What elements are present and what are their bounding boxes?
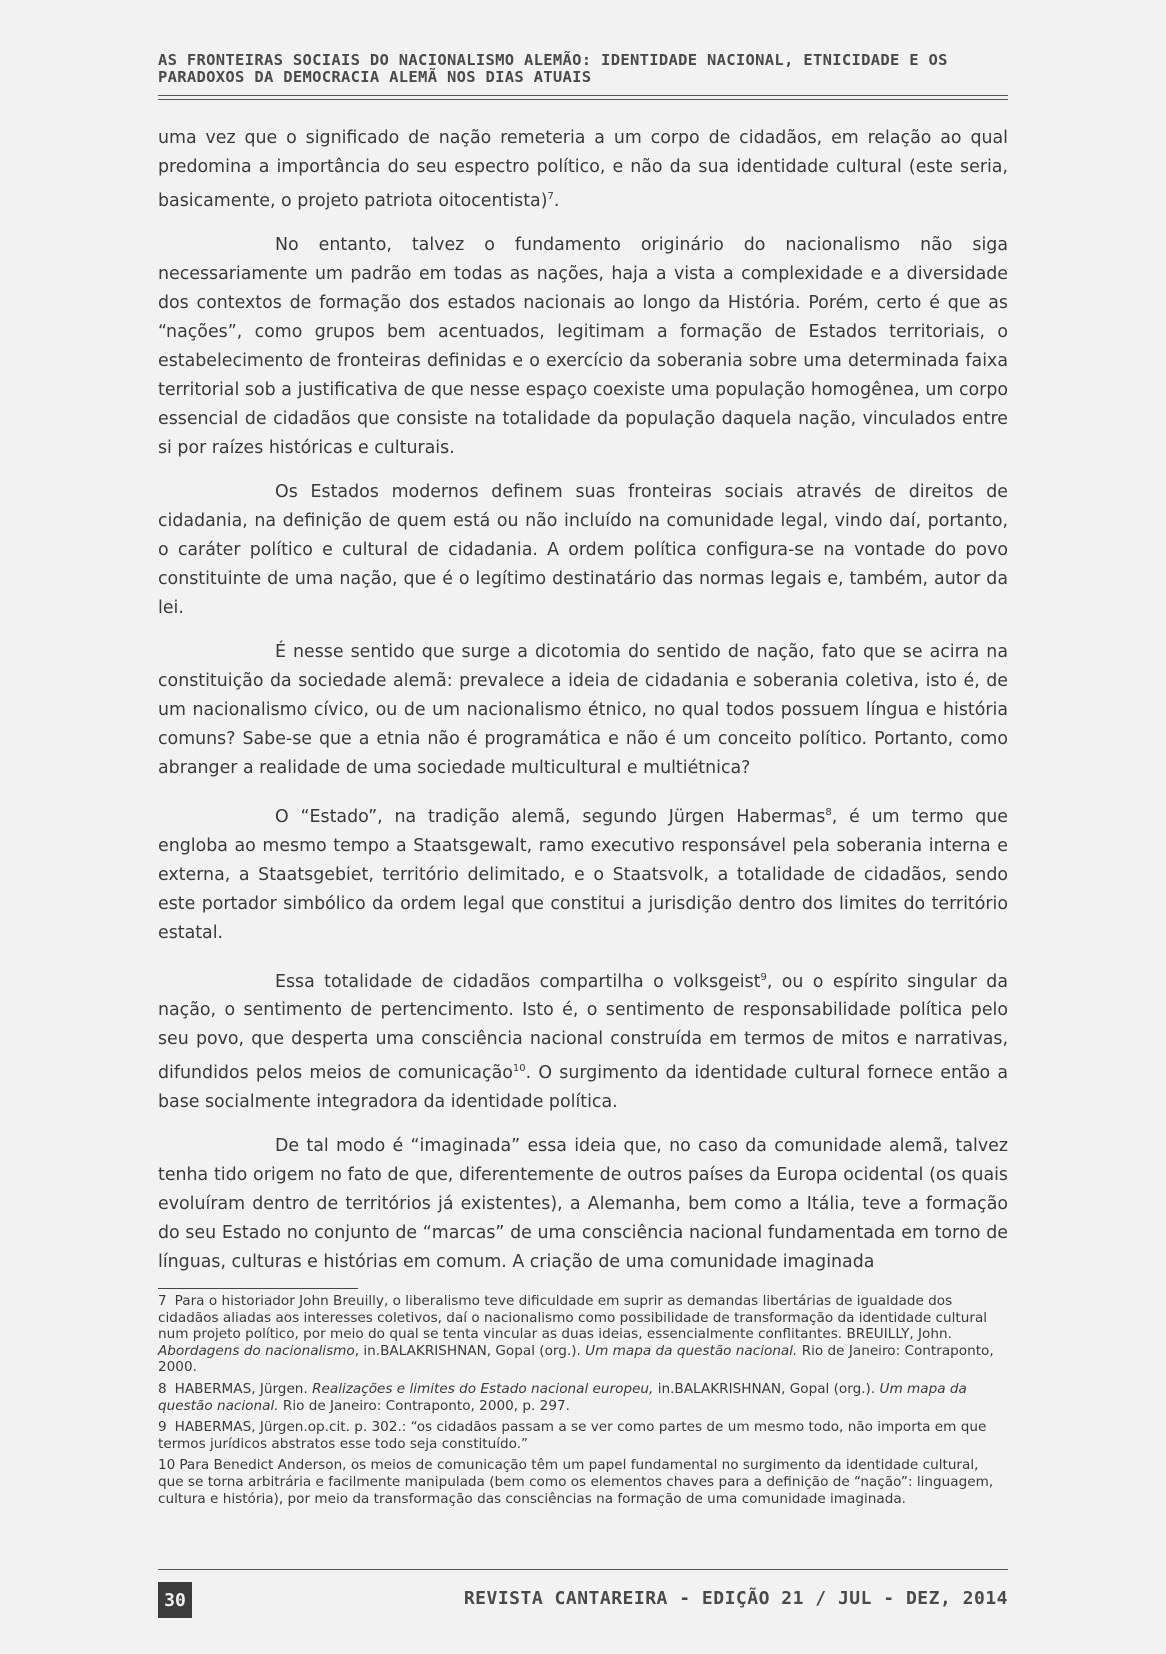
paragraph-text: . O surgimento da identidade cultural fornece então a base socialmente integradora da identidade política.	[158, 1063, 1008, 1113]
running-header-line-2: PARADOXOS DA DEMOCRACIA ALEMÃ NOS DIAS ATUAIS	[158, 68, 592, 86]
footnote-title: Um mapa da questão nacional.	[585, 1342, 798, 1359]
header-rule-secondary	[158, 99, 1008, 100]
footnote-title: Abordagens do nacionalismo	[158, 1342, 355, 1359]
footnote-ref[interactable]: 7	[547, 191, 554, 202]
footnote-text: Rio de Janeiro: Contraponto, 2000.	[158, 1342, 994, 1376]
footnote-ref[interactable]: 9	[760, 971, 767, 983]
footnote-text: in.BALAKRISHNAN, Gopal (org.).	[653, 1380, 880, 1397]
footnote-title: Realizações e limites do Estado nacional europeu,	[312, 1380, 654, 1397]
journal-footer: REVISTA CANTAREIRA - EDIÇÃO 21 / JUL - DEZ, 2014	[463, 1588, 1008, 1609]
paragraph-text: O “Estado”, na tradição alemã, segundo Jürgen Habermas	[275, 806, 826, 827]
paragraph-text: .	[553, 190, 560, 211]
footnote-number: 10	[158, 1457, 176, 1474]
footnote-7	[158, 1293, 1008, 1376]
paragraph-text: uma vez que o significado de nação remeteria a um corpo de cidadãos, em relação ao qual predomina a importância do seu espectro político, e não da sua identidade cultural (este seria, basicamente, o projeto patriota oitocentista)	[158, 128, 1008, 211]
footnote-8	[158, 1381, 1008, 1414]
running-header	[158, 52, 1008, 86]
footnote-title: Um mapa da questão nacional.	[158, 1380, 967, 1414]
header-rule	[158, 95, 1008, 96]
footer-rule	[158, 1569, 1008, 1570]
footnote-separator	[158, 1288, 358, 1289]
paragraph	[158, 963, 1008, 1118]
paragraph: De tal modo é “imaginada” essa ideia que, no caso da comunidade alemã, talvez tenha tido origem no fato de que, diferentemente de outros países da Europa ocidental (os quais evoluíram dentro de territórios já existentes), a Alemanha, bem como a Itália, teve a formação do seu Estado no conjunto de “marcas” de uma consciência nacional fundamentada em torno de línguas, culturas e histórias em comum. A criação de uma comunidade imaginada	[158, 1136, 1008, 1273]
footnote-text: Para o historiador John Breuilly, o liberalismo teve dificuldade em suprir as demandas libertárias de igualdade dos cidadãos aliadas aos interesses coletivos, daí o nacionalismo como possibilidade de transformação da identidade cultural num projeto político, por meio do qual se tenta vincular as duas ideias, essencialmente conflitantes. BREUILLY, John.	[158, 1293, 988, 1343]
running-header-line-1: AS FRONTEIRAS SOCIAIS DO NACIONALISMO ALEMÃO: IDENTIDADE NACIONAL, ETNICIDADE E OS	[158, 51, 948, 69]
footnote-ref[interactable]: 8	[825, 806, 832, 818]
paragraph: É nesse sentido que surge a dicotomia do sentido de nação, fato que se acirra na constituição da sociedade alemã: prevalece a ideia de cidadania e soberania coletiva, isto é, de um nacionalismo cívico, ou de um nacionalismo étnico, no qual todos possuem língua e história comuns? Sabe-se que a etnia não é programática e não é um conceito político. Portanto, como abranger a realidade de uma sociedade multicultural e multiétnica?	[158, 641, 1008, 778]
paragraph: No entanto, talvez o fundamento originário do nacionalismo não siga necessariamente um padrão em todas as nações, haja a vista a complexidade e a diversidade dos contextos de formação dos estados nacionais ao longo da História. Porém, certo é que as “nações”, como grupos bem acentuados, legitimam a formação de Estados territoriais, o estabelecimento de fronteiras definidas e o exercício da soberania sobre uma determinada faixa territorial sob a justificativa de que nesse espaço coexiste uma população homogênea, um corpo essencial de cidadãos que consiste na totalidade da população daquela nação, vinculados entre si por raízes históricas e culturais.	[158, 234, 1008, 458]
footnote-number: 9	[158, 1419, 167, 1436]
paragraph: Os Estados modernos definem suas fronteiras sociais através de direitos de cidadania, na definição de quem está ou não incluído na comunidade legal, vindo daí, portanto, o caráter político e cultural de cidadania. A ordem política configura-se na vontade do povo constituinte de uma nação, que é o legítimo destinatário das normas legais e, também, autor da lei.	[158, 481, 1008, 618]
footnote-text: HABERMAS, Jürgen.op.cit. p. 302.: “os cidadãos passam a se ver como partes de um mesmo todo, não importa em que termos jurídicos abstratos esse todo seja constituído.”	[158, 1419, 987, 1452]
footnote-text: Rio de Janeiro: Contraponto, 2000, p. 297.	[278, 1397, 570, 1414]
footnote-10	[158, 1457, 1008, 1507]
body-text	[158, 124, 1008, 1277]
footnote-text: HABERMAS, Jürgen.	[174, 1380, 313, 1397]
footnote-text: Para Benedict Anderson, os meios de comunicação têm um papel fundamental no surgimento da identidade cultural, que se torna arbitrária e facilmente manipulada (bem como os elementos chaves para a definição de “nação”: linguagem, cultura e história), por meio da transformação das consciências na formação de uma comunidade imaginada.	[158, 1457, 994, 1507]
paragraph-text: , ou o espírito singular da nação, o sentimento de pertencimento. Isto é, o sentimento de responsabilidade política pelo seu povo, que desperta uma consciência nacional construída em termos de mitos e narrativas, difundidos pelos meios de comunicação	[158, 971, 1008, 1084]
footnote-text: , in.BALAKRISHNAN, Gopal (org.).	[354, 1342, 586, 1359]
footnote-number: 7	[158, 1293, 167, 1309]
footnote-9	[158, 1419, 1008, 1452]
paragraph	[158, 124, 1008, 216]
footnotes	[158, 1293, 1008, 1512]
paragraph-text: Essa totalidade de cidadãos compartilha o volksgeist	[275, 971, 761, 992]
page-number: 30	[164, 1589, 186, 1611]
footnote-number: 8	[158, 1380, 167, 1397]
page-number-badge	[158, 1582, 192, 1618]
paragraph-text: , é um termo que engloba ao mesmo tempo a Staatsgewalt, ramo executivo responsável pela soberania interna e externa, a Staatsgebiet, território delimitado, e o Staatsvolk, a totalidade de cidadãos, sendo este portador simbólico da ordem legal que constitui a jurisdição dentro dos limites do território estatal.	[158, 806, 1008, 943]
paragraph	[158, 798, 1008, 948]
footnote-ref[interactable]: 10	[512, 1063, 526, 1075]
